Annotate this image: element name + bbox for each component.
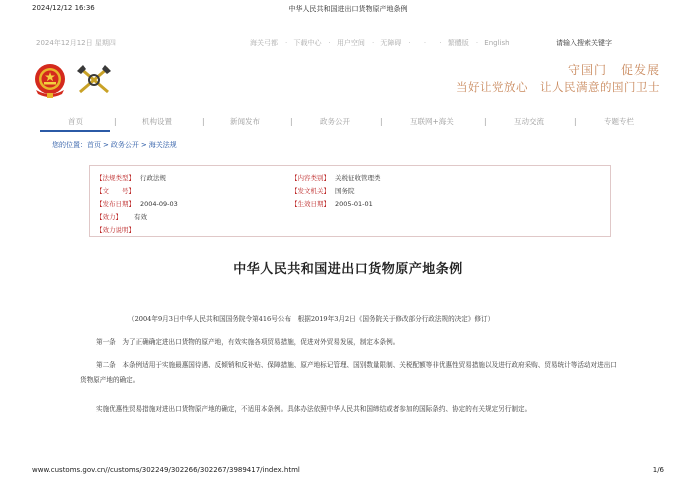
nav-internet-customs[interactable]: 互联网+海关: [410, 117, 454, 126]
article-2-paragraph-2: 实施优惠性贸易措施对进出口货物原产地的确定，不适用本条例。具体办法依照中华人民共和国缔结或者参加的国际条约、协定的有关规定另行制定。: [96, 405, 532, 413]
nav-separator: |: [290, 117, 293, 126]
nav-separator: |: [202, 117, 205, 126]
slogan-phrase: 促发展: [620, 63, 660, 77]
nav-news[interactable]: 新闻发布: [230, 117, 260, 126]
info-key: 【文 号】: [96, 187, 135, 195]
nav-government-affairs[interactable]: 政务公开: [320, 117, 350, 126]
national-emblem-icon: [32, 60, 68, 100]
current-date: 2024年12月12日 星期四: [36, 39, 116, 47]
nav-separator: |: [574, 117, 577, 126]
info-value: 关税征收管理类: [335, 174, 381, 182]
info-content-category: [291, 173, 381, 182]
main-nav: [40, 114, 660, 132]
customs-logo-icon: [74, 62, 114, 98]
nav-organization[interactable]: 机构设置: [142, 117, 172, 126]
separator: ·: [408, 39, 411, 47]
link-user-space[interactable]: 用户空间: [336, 39, 365, 47]
print-timestamp: 2024/12/12 16:36: [32, 4, 95, 12]
separator: ·: [328, 39, 331, 47]
info-validity-note: [96, 225, 140, 234]
info-value: 2004-09-03: [140, 200, 178, 208]
nav-interaction[interactable]: 互动交流: [514, 117, 544, 126]
nav-separator: |: [380, 117, 383, 126]
info-key: 【发文机关】: [291, 187, 330, 195]
separator: ·: [439, 39, 442, 47]
info-value: 有效: [134, 213, 147, 221]
article-2: 第二条 本条例适用于实施最惠国待遇、反倾销和反补贴、保障措施、原产地标记管理、国别数量限制、关税配额等非优惠性贸易措施以及进行政府采购、贸易统计等活动对进出口货物原产地的确定。: [80, 361, 617, 384]
top-bar: [0, 38, 696, 50]
breadcrumb-government-affairs[interactable]: 政务公开: [110, 141, 139, 149]
nav-separator: |: [114, 117, 117, 126]
info-value: 国务院: [335, 187, 355, 195]
link-customs-capital[interactable]: 海关弓都: [250, 39, 278, 47]
separator: ·: [285, 39, 288, 47]
document-preamble: （2004年9月3日中华人民共和国国务院令第416号公布 根据2019年3月2日《国务院关于修改部分行政法规的决定》修订）: [128, 315, 495, 323]
link-accessibility[interactable]: 无障碍: [380, 39, 402, 47]
nav-active-indicator: [40, 130, 110, 132]
breadcrumb-separator: >: [103, 141, 109, 149]
info-key: 【内容类别】: [291, 174, 330, 182]
info-regulation-type: [96, 173, 166, 182]
breadcrumb: [52, 140, 177, 150]
article-1: 第一条 为了正确确定进出口货物的原产地，有效实施各项贸易措施，促进对外贸易发展，制定本条例。: [96, 338, 400, 346]
info-key: 【效力说明】: [96, 226, 135, 234]
info-effective-date: [291, 199, 373, 208]
info-publish-date: [96, 199, 178, 208]
info-validity: [96, 212, 147, 221]
link-english[interactable]: English: [484, 39, 510, 47]
slogan-phrase: 当好让党放心: [456, 80, 528, 94]
separator: ·: [475, 39, 479, 47]
regulation-info-box: [89, 165, 611, 237]
print-header: [0, 4, 696, 16]
separator: ·: [423, 39, 427, 47]
print-url: www.customs.gov.cn//customs/302249/302266/302267/3989417/index.html: [32, 466, 300, 474]
info-key: 【生效日期】: [291, 200, 330, 208]
top-links: [250, 38, 513, 48]
breadcrumb-separator: >: [140, 141, 147, 149]
search-input[interactable]: [556, 37, 646, 48]
info-key: 【发布日期】: [96, 200, 135, 208]
info-document-number: [96, 186, 140, 195]
info-key: 【法规类型】: [96, 174, 135, 182]
nav-separator: |: [484, 117, 487, 126]
print-page-number: 1/6: [652, 466, 664, 474]
link-download-center[interactable]: 下载中心: [293, 39, 322, 47]
breadcrumb-home[interactable]: 首页: [87, 141, 101, 149]
print-page-title: 中华人民共和国进出口货物原产地条例: [288, 5, 408, 13]
slogan: [444, 61, 660, 95]
info-value: 2005-01-01: [335, 200, 373, 208]
breadcrumb-label: 您的位置：: [52, 141, 87, 149]
slogan-line-1: [444, 61, 660, 78]
breadcrumb-customs-regulations[interactable]: 海关法规: [148, 141, 177, 149]
slogan-phrase: 守国门: [567, 63, 607, 77]
document-title: 中华人民共和国进出口货物原产地条例: [233, 262, 463, 277]
info-value: 行政法规: [140, 174, 166, 182]
link-traditional-chinese[interactable]: 繁體版: [447, 39, 469, 47]
info-issuing-authority: [291, 186, 355, 195]
slogan-phrase: 让人民满意的国门卫士: [540, 80, 660, 94]
separator: ·: [371, 39, 375, 47]
slogan-line-2: [444, 79, 660, 95]
nav-special-topics[interactable]: 专题专栏: [604, 117, 634, 126]
nav-home[interactable]: 首页: [68, 117, 83, 126]
info-key: 【效力】: [96, 213, 122, 221]
